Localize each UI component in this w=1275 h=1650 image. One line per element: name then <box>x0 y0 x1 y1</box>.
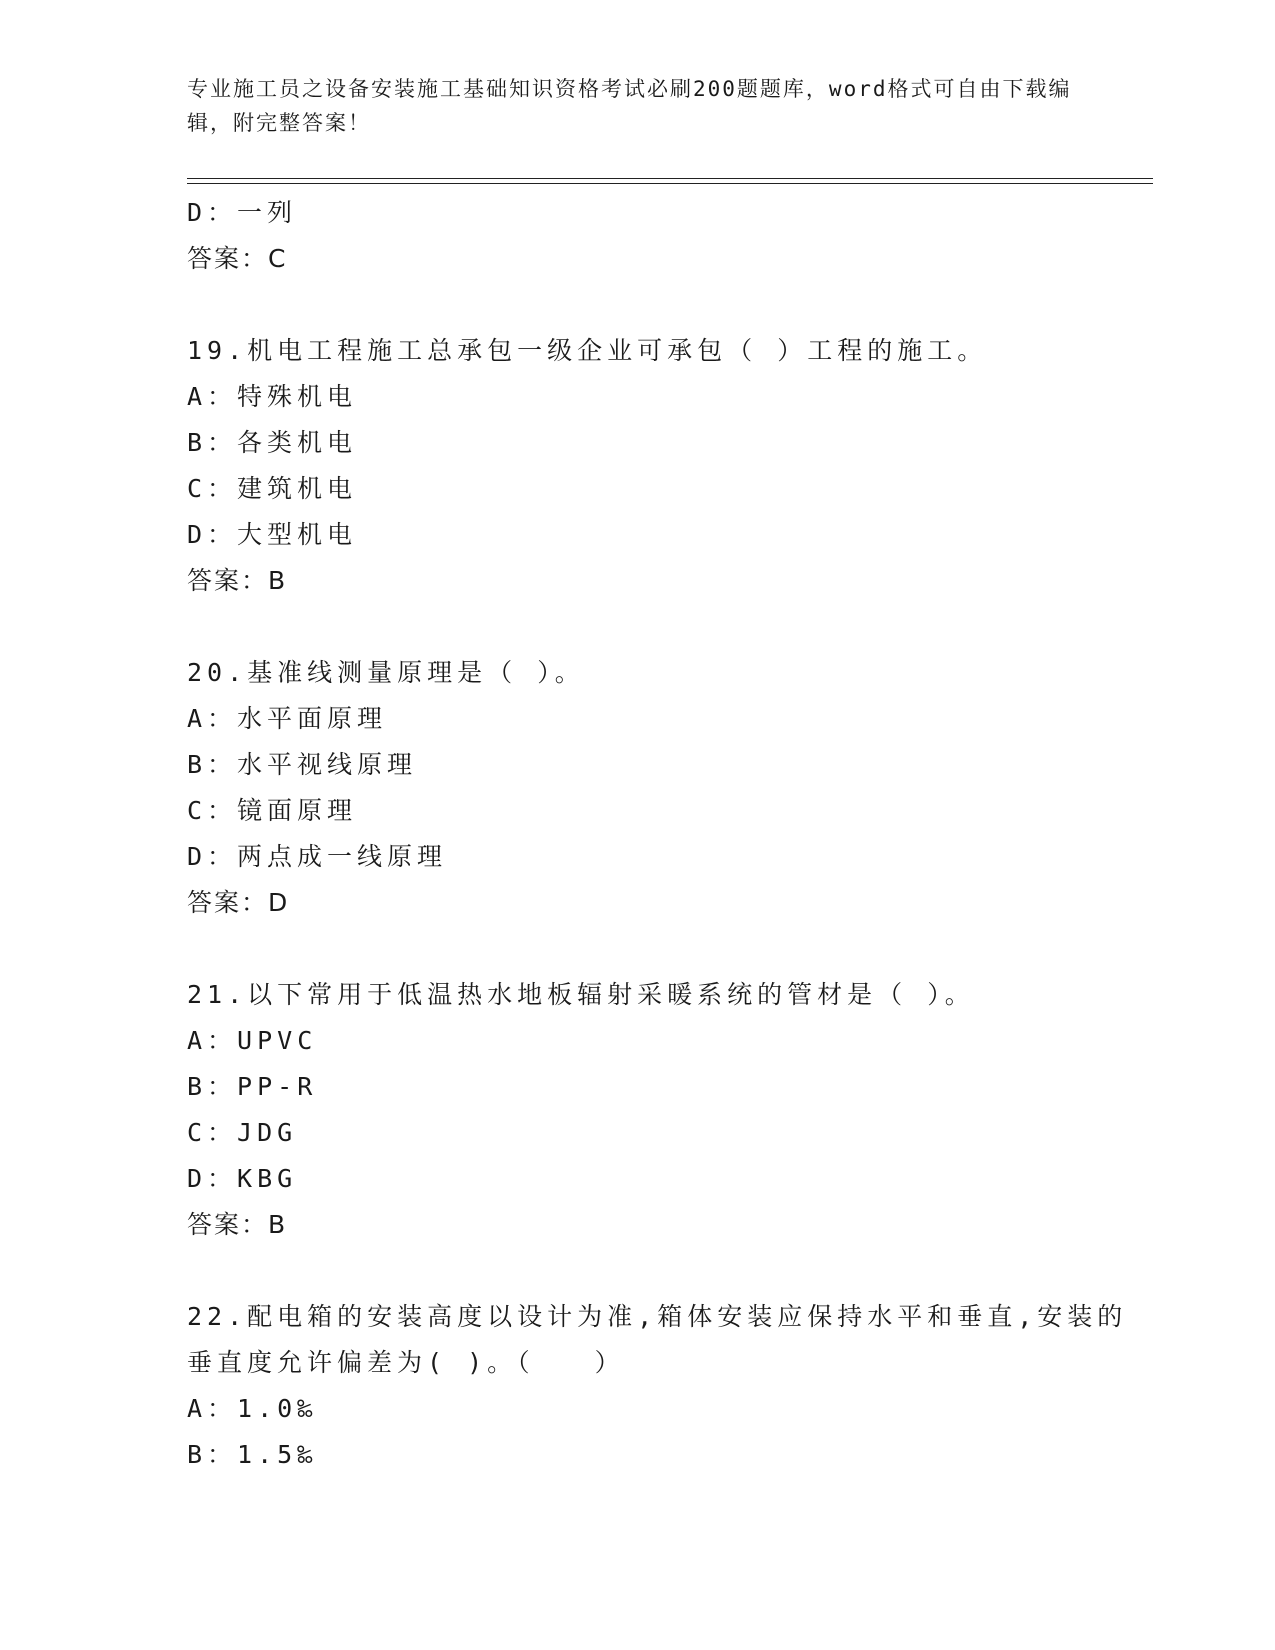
question-list <box>187 190 1147 1478</box>
option-c: C：镜面原理 <box>187 796 358 825</box>
option-d: D：KBG <box>187 1164 298 1193</box>
option-a: A：UPVC <box>187 1026 318 1055</box>
answer-line: 答案：C <box>187 244 288 273</box>
option-c: C：建筑机电 <box>187 474 358 503</box>
spacer <box>187 282 1147 328</box>
option-b: B：PP-R <box>187 1072 318 1101</box>
question-stem: 19.机电工程施工总承包一级企业可承包（ ）工程的施工。 <box>187 336 988 365</box>
option-d: D：一列 <box>187 198 298 227</box>
document-header <box>187 72 1087 140</box>
header-title: 专业施工员之设备安装施工基础知识资格考试必刷200题题库，word格式可自由下载编辑，附完整答案！ <box>187 77 1072 135</box>
answer-line: 答案：B <box>187 1210 288 1239</box>
question-stem: 20.基准线测量原理是（ ）。 <box>187 658 585 687</box>
header-divider-bottom <box>187 183 1153 184</box>
question-22 <box>187 1294 1147 1478</box>
option-d: D：大型机电 <box>187 520 358 549</box>
option-a: A：特殊机电 <box>187 382 358 411</box>
question-stem-line-2: 垂直度允许偏差为( )。（ ） <box>187 1348 625 1377</box>
question-21 <box>187 972 1147 1248</box>
spacer <box>187 1248 1147 1294</box>
spacer <box>187 926 1147 972</box>
question-19 <box>187 328 1147 604</box>
question-stem-line-1: 22.配电箱的安装高度以设计为准,箱体安装应保持水平和垂直,安装的 <box>187 1302 1128 1331</box>
spacer <box>187 604 1147 650</box>
option-b: B：水平视线原理 <box>187 750 418 779</box>
option-a: A：水平面原理 <box>187 704 388 733</box>
header-divider-top <box>187 178 1153 179</box>
answer-line: 答案：D <box>187 888 290 917</box>
option-d: D：两点成一线原理 <box>187 842 448 871</box>
option-a: A：1.0‰ <box>187 1394 318 1423</box>
answer-line: 答案：B <box>187 566 288 595</box>
question-stem: 21.以下常用于低温热水地板辐射采暖系统的管材是（ ）。 <box>187 980 975 1009</box>
question-20 <box>187 650 1147 926</box>
option-b: B：各类机电 <box>187 428 358 457</box>
option-c: C：JDG <box>187 1118 298 1147</box>
option-b: B：1.5‰ <box>187 1440 318 1469</box>
